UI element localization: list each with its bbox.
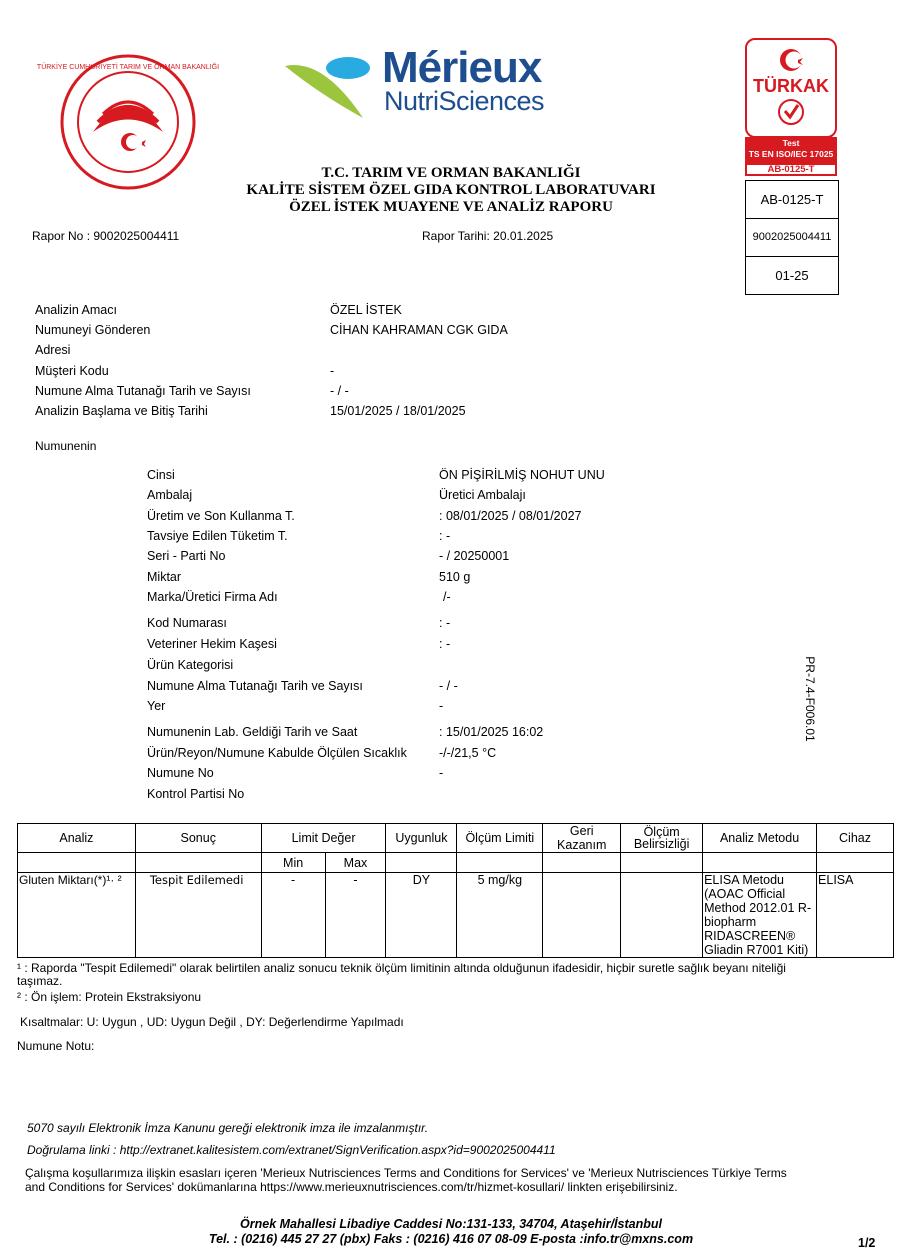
sample-value: : - [439, 529, 451, 543]
sample-label: Numune Alma Tutanağı Tarih ve Sayısı [147, 679, 363, 693]
cell-geri-kazanim [543, 873, 621, 958]
sample-label: Ambalaj [147, 488, 193, 502]
header-uygunluk: Uygunluk [386, 824, 457, 853]
info-label: Analizin Amacı [35, 303, 117, 317]
title-laboratory: KALİTE SİSTEM ÖZEL GIDA KONTROL LABORATUVARI [246, 182, 656, 198]
abbreviations: Kısaltmalar: U: Uygun , UD: Uygun Değil , DY: Değerlendirme Yapılmadı [20, 1015, 404, 1029]
sample-label: Kontrol Partisi No [147, 787, 245, 801]
table-header-row [18, 824, 894, 853]
sample-value: : - [439, 616, 451, 630]
header-max: Max [325, 853, 386, 873]
subheader-empty [457, 853, 543, 873]
sample-label: Veteriner Hekim Kaşesi [147, 637, 277, 651]
sample-label: Cinsi [147, 468, 175, 482]
subheader-empty [817, 853, 894, 873]
cell-min: - [261, 873, 325, 958]
turkak-accreditation-logo [745, 38, 837, 174]
turkak-code: AB-0125-T [745, 163, 837, 176]
form-code-vertical: PR-7.4-F006.01 [803, 656, 817, 742]
sample-label: Üretim ve Son Kullanma T. [147, 509, 295, 523]
sample-label: Ürün Kategorisi [147, 658, 234, 672]
report-date: Rapor Tarihi: 20.01.2025 [422, 229, 554, 243]
cell-belirsizlik [621, 873, 703, 958]
verification-link[interactable]: Doğrulama linki : http://extranet.kalitesistem.com/extranet/SignVerification.aspx?id=9002025004411 [27, 1143, 556, 1157]
info-label: Numune Alma Tutanağı Tarih ve Sayısı [35, 384, 251, 398]
page-number: 1/2 [858, 1236, 876, 1250]
info-label: Müşteri Kodu [35, 364, 109, 378]
header-sonuc: Sonuç [135, 824, 261, 853]
sample-value: - [439, 699, 444, 713]
table-subheader-row [18, 853, 894, 873]
info-value: - / - [330, 384, 349, 398]
info-value: ÖZEL İSTEK [330, 303, 402, 317]
subheader-empty [135, 853, 261, 873]
sample-label: Numunenin Lab. Geldiği Tarih ve Saat [147, 725, 358, 739]
footer-address: Örnek Mahallesi Libadiye Caddesi No:131-133, 34704, Ataşehir/İstanbul [240, 1217, 662, 1231]
sample-label: Miktar [147, 570, 182, 584]
header-limit: Limit Değer [261, 824, 386, 853]
report-number: Rapor No : 9002025004411 [32, 229, 180, 243]
subheader-empty [621, 853, 703, 873]
turkak-test-band [745, 137, 837, 163]
footer-contact: Tel. : (0216) 445 27 27 (pbx) Faks : (0216) 416 07 08-09 E-posta :info.tr@mxns.com [208, 1232, 694, 1246]
sample-value: ÖN PİŞİRİLMİŞ NOHUT UNU [439, 468, 605, 482]
header-analiz: Analiz [18, 824, 136, 853]
info-label: Numuneyi Gönderen [35, 323, 151, 337]
sample-value: Üretici Ambalajı [439, 488, 526, 502]
header-olcum-limiti: Ölçüm Limiti [457, 824, 543, 853]
info-value: - [330, 364, 335, 378]
header-belirsizlik: Ölçüm Belirsizliği [621, 824, 703, 853]
cell-sonuc: Tespit Edilemedi [135, 873, 261, 958]
subheader-empty [543, 853, 621, 873]
sample-label: Yer [147, 699, 166, 713]
info-label: Analizin Başlama ve Bitiş Tarihi [35, 404, 208, 418]
header-min: Min [261, 853, 325, 873]
turkak-standard: TS EN ISO/IEC 17025 [748, 149, 834, 159]
title-ministry: T.C. TARIM VE ORMAN BAKANLIĞI [321, 165, 581, 181]
e-signature-statement: 5070 sayılı Elektronik İmza Kanunu gereği elektronik imza ile imzalanmıştır. [27, 1121, 429, 1135]
table-row [18, 873, 894, 958]
cell-analiz: Gluten Miktarı(*)¹· ² [18, 873, 136, 958]
sample-label: Tavsiye Edilen Tüketim T. [147, 529, 288, 543]
sample-label: Marka/Üretici Firma Adı [147, 590, 278, 604]
sample-label: Seri - Parti No [147, 549, 226, 563]
note-1: ¹ : Raporda "Tespit Edilemedi" olarak belirtilen analiz sonucu teknik ölçüm limitinin altında olduğunun ifadesidir, hiçbir suretle sağlık beyanı niteliği taşımaz. [17, 961, 786, 988]
cell-cihaz: ELISA [817, 873, 894, 958]
subheader-empty [18, 853, 136, 873]
sample-value: 510 g [439, 570, 471, 584]
sample-value: - / 20250001 [439, 549, 510, 563]
info-label: Adresi [35, 343, 71, 357]
sample-value: : 08/01/2025 / 08/01/2027 [439, 509, 582, 523]
header-geri-kazanim: Geri Kazanım [543, 824, 621, 853]
accreditation-report-no: 9002025004411 [746, 219, 838, 257]
turkak-test-label: Test [782, 138, 800, 148]
info-value: 15/01/2025 / 18/01/2025 [330, 404, 466, 418]
cell-uygunluk: DY [386, 873, 457, 958]
cell-max: - [325, 873, 386, 958]
info-value: CİHAN KAHRAMAN CGK GIDA [330, 323, 508, 337]
subheader-empty [703, 853, 817, 873]
accreditation-code: AB-0125-T [746, 181, 838, 219]
cell-olcum-limiti: 5 mg/kg [457, 873, 543, 958]
title-report: ÖZEL İSTEK MUAYENE VE ANALİZ RAPORU [289, 199, 613, 215]
accreditation-box [745, 180, 839, 295]
cell-metod: ELISA Metodu (AOAC Official Method 2012.01 R-biopharm RIDASCREEN® Gliadin R7001 Kiti) [703, 873, 817, 958]
brand-name-top: Mérieux [382, 43, 542, 92]
sample-value: - [439, 766, 444, 780]
sample-value: : 15/01/2025 16:02 [439, 725, 544, 739]
seal-text: TÜRKİYE CUMHURİYETİ TARIM VE ORMAN BAKANLIĞI [36, 64, 220, 71]
turkak-brand: TÜRKAK [753, 76, 829, 96]
results-table [17, 823, 894, 958]
sample-value: : - [439, 637, 451, 651]
sample-label: Numune No [147, 766, 214, 780]
sample-value: /- [443, 590, 451, 604]
sample-label: Kod Numarası [147, 616, 227, 630]
note-2: ² : Ön işlem: Protein Ekstraksiyonu [17, 990, 202, 1004]
brand-name-bottom: NutriSciences [384, 86, 545, 116]
sample-value: - / - [439, 679, 458, 693]
sample-label: Ürün/Reyon/Numune Kabulde Ölçülen Sıcaklık [147, 746, 407, 760]
terms-statement: Çalışma koşullarımıza ilişkin esasları içeren 'Merieux Nutrisciences Terms and Conditions for Services' ve 'Merieux Nutrisciences Türkiye Terms and Conditions for Services' dokümanlarına https://www.merieuxnutrisciences.com/tr/hizmet-kosullari/ linkten erişebilirsiniz. [25, 1166, 787, 1194]
subheader-empty [386, 853, 457, 873]
header-cihaz: Cihaz [817, 824, 894, 853]
header-metod: Analiz Metodu [703, 824, 817, 853]
sample-heading: Numunenin [35, 439, 97, 453]
sample-note: Numune Notu: [17, 1039, 95, 1053]
sample-value: -/-/21,5 °C [439, 746, 497, 760]
accreditation-period: 01-25 [775, 268, 809, 283]
